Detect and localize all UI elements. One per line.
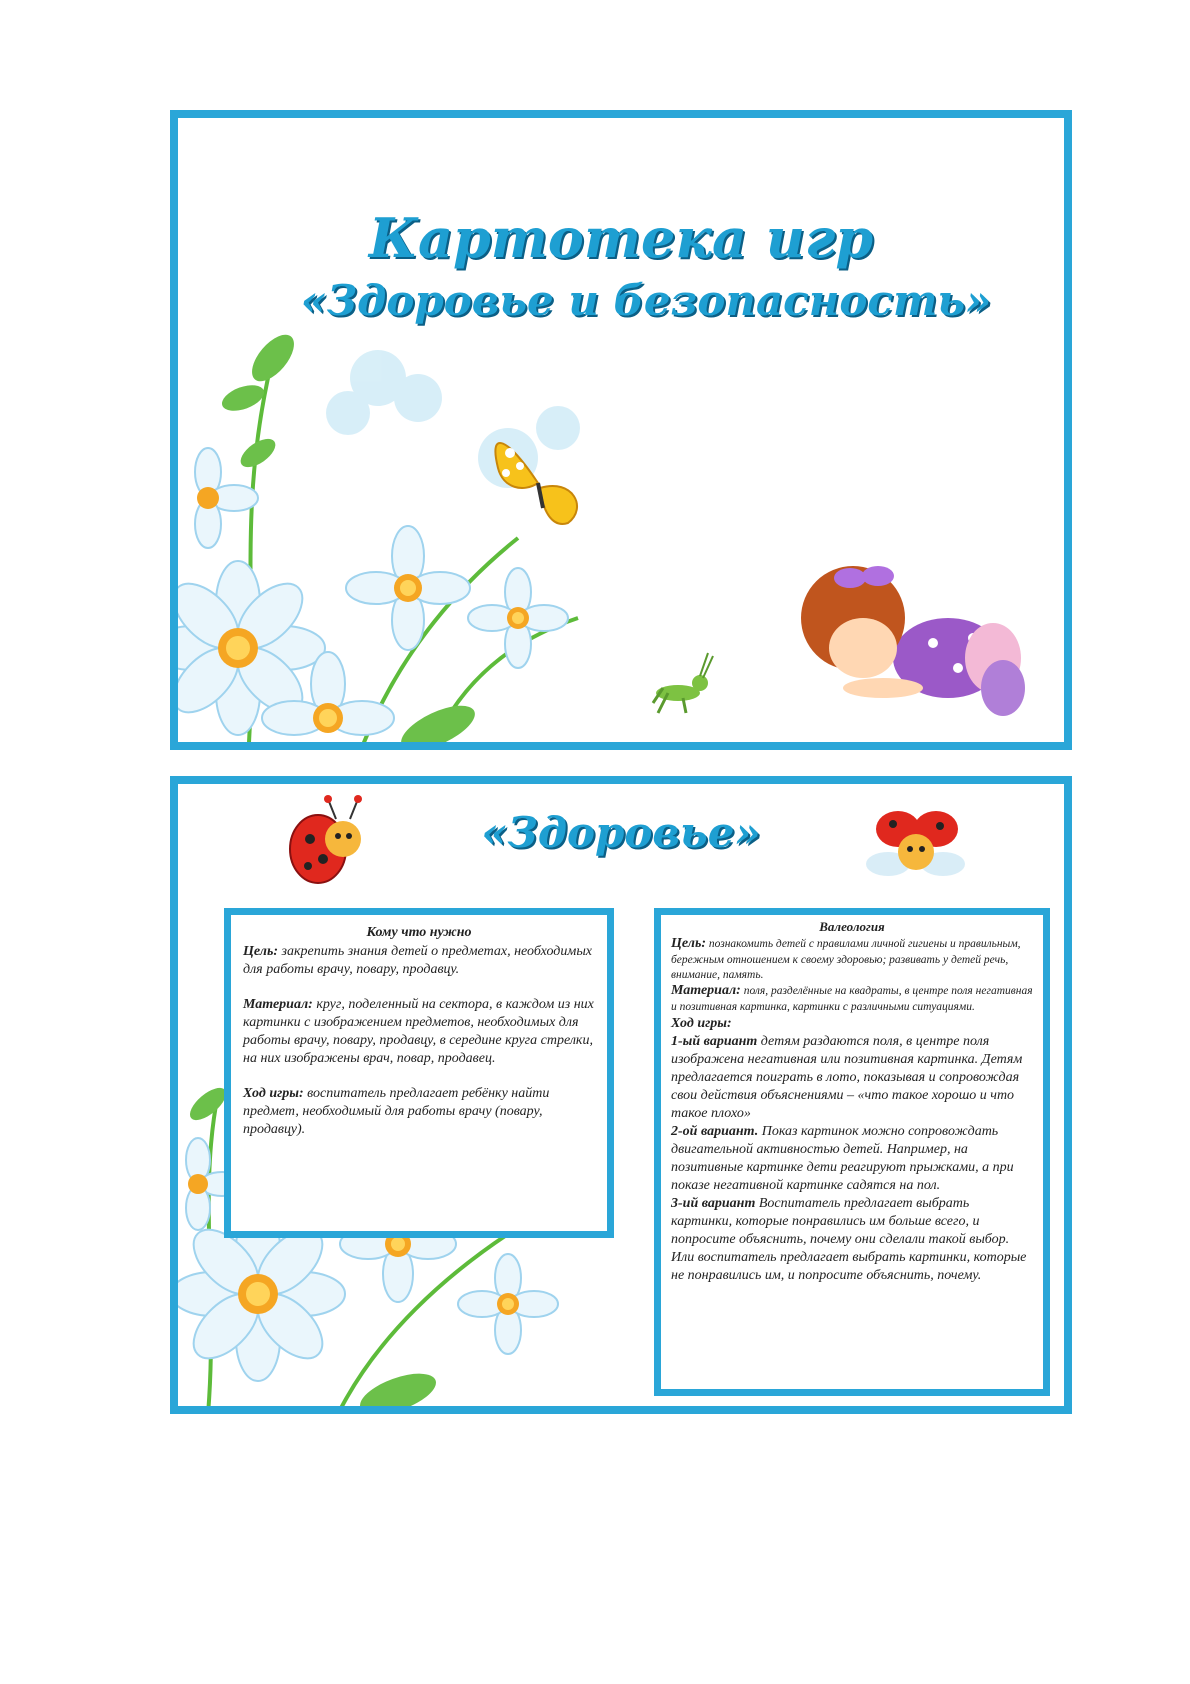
- course-label: Ход игры:: [243, 1086, 304, 1101]
- material-label: Материал:: [671, 983, 741, 998]
- cover-card: [170, 110, 1072, 750]
- game-goal: [243, 943, 595, 979]
- variant-label: 2-ой вариант.: [671, 1123, 759, 1139]
- goal-text: познакомить детей с правилами личной гигиены и правильным, бережным отношением к своему здоровью; развивать у детей речь, внимание, память.: [671, 938, 1021, 981]
- game-course: [671, 1015, 1033, 1033]
- game-card-left: [224, 908, 614, 1238]
- variant-text: Показ картинок можно сопровождать двигательной активностью детей. Например, на позитивные картинке дети реагируют прыжками, а при показе негативной картинке садятся на пол.: [671, 1123, 1014, 1193]
- material-text: круг, поделенный на сектора, в каждом из них картинки с изображением предметов, необходимых для работы врачу, повару, продавцу, в середине круга стрелки, на них изображены врач, повар, продавец.: [243, 997, 594, 1066]
- butterfly-icon: [488, 428, 588, 538]
- course-text: воспитатель предлагает ребёнку найти предмет, необходимый для работы врачу (повару, продавцу).: [243, 1086, 550, 1137]
- game-variant-1: [671, 1033, 1033, 1123]
- variant-label: 1-ый вариант: [671, 1033, 758, 1049]
- goal-label: Цель:: [671, 936, 706, 951]
- goal-text: закрепить знания детей о предметах, необходимых для работы врачу, повару, продавцу.: [243, 944, 593, 977]
- game-variant-3: [671, 1195, 1033, 1285]
- game-title: Валеология: [819, 919, 885, 934]
- course-label: Ход игры:: [671, 1015, 732, 1031]
- page-title: Картотека игр: [368, 206, 874, 270]
- section-title: «Здоровье»: [481, 808, 761, 857]
- variant-text: детям раздаются поля, в центре поля изображена негативная или позитивная картинка. Детям предлагается поиграть в лото, показывая и сопровождая свои действия объяснениями – «что такое хорошо и что такое плохо»: [671, 1033, 1023, 1121]
- game-goal: [671, 935, 1033, 982]
- game-material: [671, 982, 1033, 1015]
- game-title: Кому что нужно: [366, 925, 472, 940]
- page-subtitle: «Здоровье и безопасность»: [300, 276, 992, 325]
- health-card: [170, 776, 1072, 1414]
- variant-label: 3-ий вариант: [671, 1195, 756, 1211]
- game-course: [243, 1085, 595, 1139]
- game-variant-2: [671, 1123, 1033, 1195]
- game-material: [243, 996, 595, 1068]
- grasshopper-icon: [648, 648, 718, 718]
- variant-text: Воспитатель предлагает выбрать картинки, которые понравились им больше всего, и попросите объяснить, почему они сделали такой выбор. Или воспитатель предлагает выбрать картинки, которые не понравились им, и попросите объяснить, почему.: [671, 1195, 1027, 1283]
- game-card-right: [654, 908, 1050, 1396]
- material-text: поля, разделённые на квадраты, в центре поля негативная и позитивная картинка, картинки с различными ситуациями.: [671, 985, 1033, 1013]
- material-label: Материал:: [243, 997, 313, 1012]
- goal-label: Цель:: [243, 944, 278, 959]
- girl-illustration: [778, 538, 1028, 738]
